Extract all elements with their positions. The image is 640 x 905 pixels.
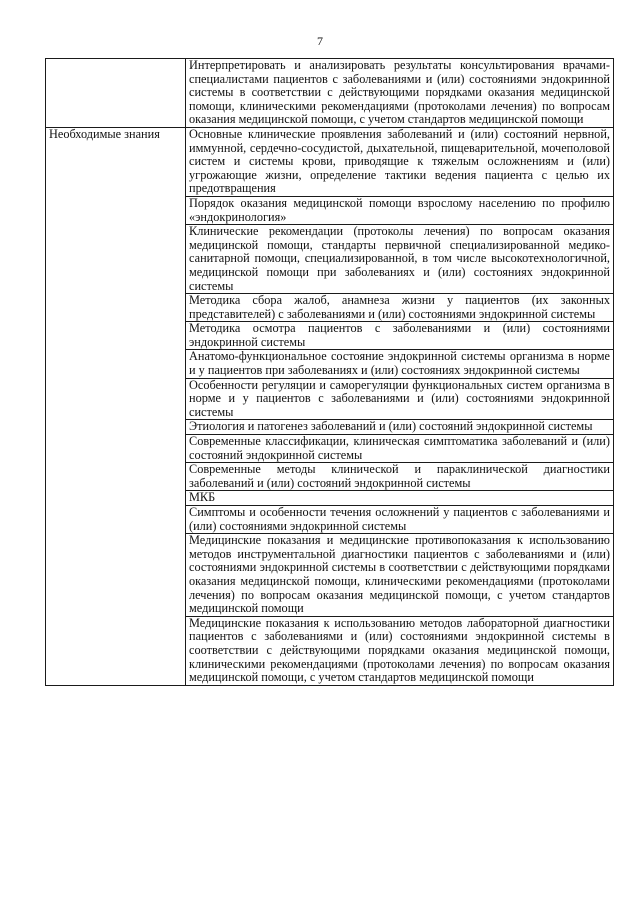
requirement-text-cell: Медицинские показания и медицинские противопоказания к использованию методов инструментальной диагностики пациентов с заболеваниями и (или) состояниями эндокринной системы в соответствии с действующими порядками оказания медицинской помощи, клиническими рекомендациями (протоколами лечения) по вопросам оказания медицинской помощи, с учетом стандартов медицинской помощи xyxy=(186,534,614,617)
requirement-text-cell: Особенности регуляции и саморегуляции функциональных систем организма в норме и у пациентов с заболеваниями и (или) состояниями эндокринной системы xyxy=(186,378,614,420)
requirement-text-cell: Медицинские показания к использованию методов лабораторной диагностики пациентов с заболеваниями и (или) состояниями эндокринной системы в соответствии с действующими порядками оказания медицинской помощи, клиническими рекомендациями (протоколами лечения) по вопросам оказания медицинской помощи, с учетом стандартов медицинской помощи xyxy=(186,616,614,685)
requirement-text-cell: Симптомы и особенности течения осложнений у пациентов с заболеваниями и (или) состояниями эндокринной системы xyxy=(186,506,614,534)
table-row xyxy=(46,127,614,196)
page-number: 7 xyxy=(317,34,323,48)
requirement-text-cell: Основные клинические проявления заболеваний и (или) состояний нервной, иммунной, сердечно-сосудистой, дыхательной, пищеварительной, мочеполовой систем и системы крови, приводящие к тяжелым осложнениям и (или) угрожающие жизни, определение тактики ведения пациента с целью их предотвращения xyxy=(186,127,614,196)
requirement-text-cell: Интерпретировать и анализировать результаты консультирования врачами-специалистами пациентов с заболеваниями и (или) состояниями эндокринной системы в соответствии с действующими порядками оказания медицинской помощи, клиническими рекомендациями (протоколами лечения) по вопросам оказания медицинской помощи, с учетом стандартов медицинской помощи xyxy=(186,59,614,128)
requirement-text-cell: МКБ xyxy=(186,491,614,506)
requirement-text-cell: Методика сбора жалоб, анамнеза жизни у пациентов (их законных представителей) с заболеваниями и (или) состояниями эндокринной системы xyxy=(186,294,614,322)
section-label-knowledge: Необходимые знания xyxy=(46,127,186,685)
requirement-text-cell: Клинические рекомендации (протоколы лечения) по вопросам оказания медицинской помощи, стандарты первичной специализированной медико-санитарной помощи, специализированной, в том числе высокотехнологичной, медицинской помощи при заболеваниях и (или) состояниях эндокринной системы xyxy=(186,225,614,294)
requirement-text-cell: Анатомо-функциональное состояние эндокринной системы организма в норме и у пациентов при заболеваниях и (или) состояниях эндокринной системы xyxy=(186,350,614,378)
requirement-text-cell: Современные классификации, клиническая симптоматика заболеваний и (или) состояний эндокринной системы xyxy=(186,435,614,463)
requirements-table xyxy=(45,58,614,686)
table-row xyxy=(46,59,614,128)
row-label-cell xyxy=(46,59,186,128)
requirement-text-cell: Этиология и патогенез заболеваний и (или) состояний эндокринной системы xyxy=(186,420,614,435)
requirement-text-cell: Современные методы клинической и параклинической диагностики заболеваний и (или) состояний эндокринной системы xyxy=(186,463,614,491)
table-body xyxy=(46,59,614,686)
requirement-text-cell: Методика осмотра пациентов с заболеваниями и (или) состояниями эндокринной системы xyxy=(186,322,614,350)
requirement-text-cell: Порядок оказания медицинской помощи взрослому населению по профилю «эндокринология» xyxy=(186,196,614,224)
